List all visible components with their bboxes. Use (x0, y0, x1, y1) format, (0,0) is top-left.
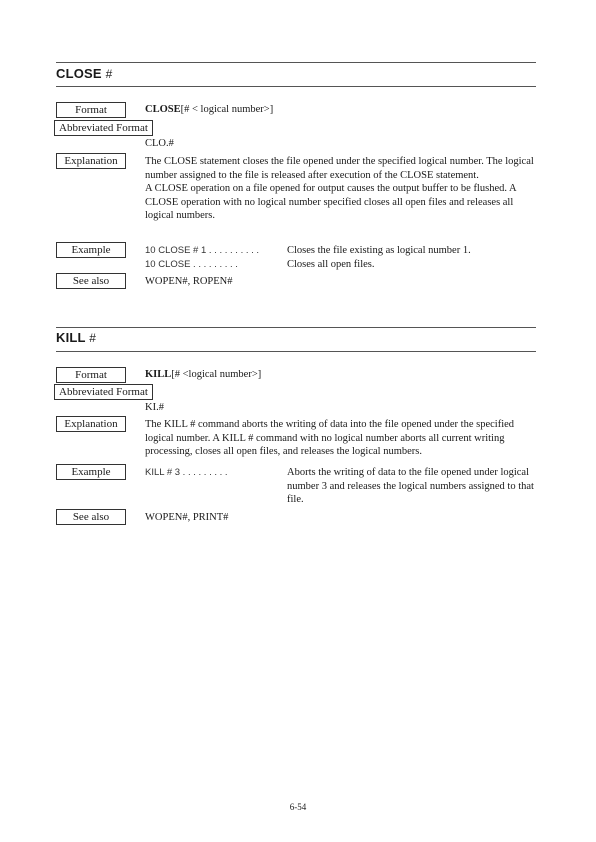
example-description: Aborts the writing of data to the file opened under logical number 3 and releases the logical numbers assigned to that file. (287, 467, 534, 506)
heading-command: KILL (56, 330, 86, 345)
example-label: Example (56, 464, 126, 480)
heading-command: CLOSE (56, 66, 102, 81)
section-rule-bottom (56, 351, 536, 352)
abbreviation: CLO.# (145, 138, 174, 149)
example-line (145, 466, 537, 507)
kill-section (56, 327, 536, 527)
see-also-label: See also (56, 509, 126, 525)
explanation-text (145, 418, 537, 459)
close-section (56, 62, 536, 302)
example-command: 10 CLOSE . . . . . . . . . (145, 259, 238, 270)
example-command: KILL # 3 . . . . . . . . . (145, 467, 228, 478)
format-syntax (145, 368, 537, 382)
example-line (145, 244, 471, 258)
explanation-paragraph: The KILL # command aborts the writing of data into the file opened under the specified logical number. A KILL # command with no logical number aborts all current writing processing, closes all open files, and releases the logical numbers. (145, 419, 515, 458)
example-label: Example (56, 242, 126, 258)
format-keyword: CLOSE (145, 104, 181, 115)
explanation-label: Explanation (56, 416, 126, 432)
section-heading (56, 330, 96, 345)
example-description: Closes the file existing as logical number 1. (287, 245, 471, 256)
format-arguments: [# < logical number>] (180, 104, 274, 115)
heading-hash: # (89, 331, 97, 345)
format-label: Format (56, 367, 126, 383)
section-rule-top (56, 62, 536, 63)
explanation-label: Explanation (56, 153, 126, 169)
abbreviation: KI.# (145, 402, 164, 413)
example-command: 10 CLOSE # 1 . . . . . . . . . . (145, 245, 260, 256)
section-heading (56, 66, 112, 81)
heading-hash: # (105, 67, 113, 81)
see-also-references: WOPEN#, ROPEN# (145, 276, 233, 287)
format-syntax (145, 103, 537, 117)
page-number: 6-54 (289, 802, 307, 812)
abbreviated-format-label: Abbreviated Format (54, 120, 153, 136)
format-label: Format (56, 102, 126, 118)
format-keyword: KILL (145, 369, 172, 380)
explanation-text (145, 155, 537, 223)
section-rule-top (56, 327, 536, 328)
explanation-paragraph: The CLOSE statement closes the file opened under the specified logical number. The logical number assigned to the file is released after execution of the CLOSE statement. (145, 156, 534, 181)
see-also-label: See also (56, 273, 126, 289)
explanation-paragraph: A CLOSE operation on a file opened for output causes the output buffer to be flushed. A CLOSE operation with no logical number specified closes all open files and releases all logical numbers. (145, 183, 517, 222)
section-rule-bottom (56, 86, 536, 87)
example-line (145, 258, 375, 272)
example-description: Closes all open files. (287, 259, 375, 270)
format-arguments: [# <logical number>] (171, 369, 262, 380)
see-also-references: WOPEN#, PRINT# (145, 512, 229, 523)
abbreviated-format-label: Abbreviated Format (54, 384, 153, 400)
